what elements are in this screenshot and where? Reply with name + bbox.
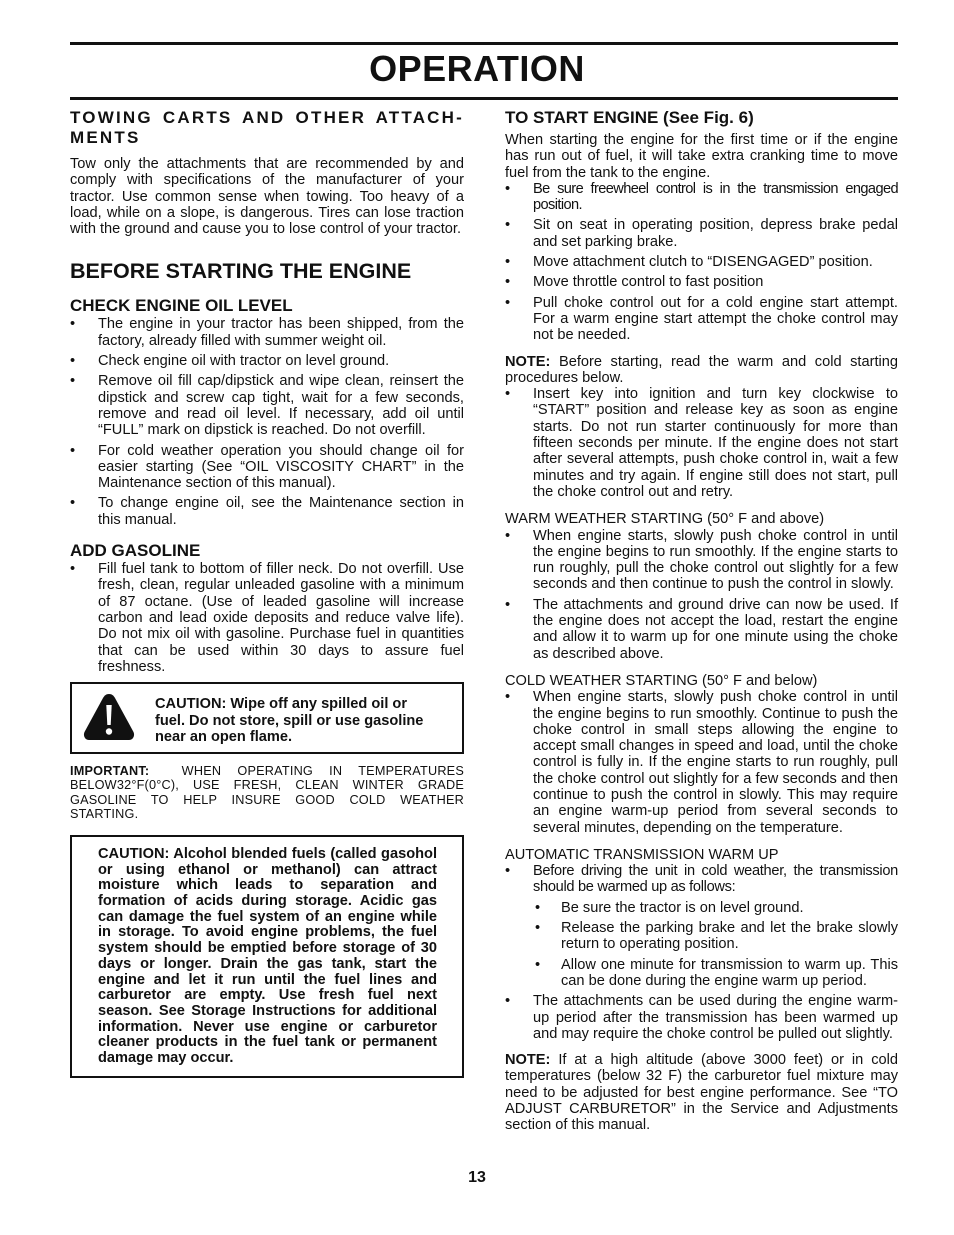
list-item: • Release the parking brake and let the brake slowly return to operating position. <box>505 920 898 953</box>
header-top-rule <box>70 42 898 45</box>
list-item: • For cold weather operation you should change oil for easier starting (See “OIL VISCOSITY CHART” in the Maintenance section of this manual). <box>70 443 464 492</box>
key-list <box>505 386 898 500</box>
start-engine-list <box>505 181 898 344</box>
auto-trans-sub-list <box>505 900 898 989</box>
list-item: • The attachments can be used during the engine warm-up period after the transmission has been warmed up and may require the choke control be pulled out slightly. <box>505 993 898 1042</box>
add-gasoline-list <box>70 561 464 675</box>
before-starting-heading: BEFORE STARTING THE ENGINE <box>70 259 412 284</box>
auto-trans-lead: • Before driving the unit in cold weather, the transmission should be warmed up as follows: <box>533 863 898 896</box>
list-item: • Move attachment clutch to “DISENGAGED” position. <box>505 254 898 270</box>
caution-box-spill <box>70 682 464 754</box>
warm-weather-list <box>505 528 898 662</box>
important-label: IMPORTANT: <box>70 764 150 779</box>
towing-heading: TOWING CARTS AND OTHER ATTACH-MENTS <box>70 108 464 147</box>
warning-triangle-icon <box>82 692 136 742</box>
list-item: • The attachments and ground drive can now be used. If the engine does not accept the load, restart the engine and allow it to warm up for one minute using the choke as described above. <box>505 597 898 662</box>
auto-trans-list <box>505 863 898 896</box>
list-item: • Sit on seat in operating position, depress brake pedal and set parking brake. <box>505 217 898 250</box>
check-oil-list <box>70 316 464 528</box>
list-item: • Allow one minute for transmission to warm up. This can be done during the engine warm up period. <box>505 957 898 990</box>
note-starting <box>505 354 898 387</box>
list-item: • The engine in your tractor has been shipped, from the factory, already filled with summer weight oil. <box>70 316 464 349</box>
left-column <box>70 108 464 1078</box>
caution-text: CAUTION: Wipe off any spilled oil or fuel. Do not store, spill or use gasoline near an open flame. <box>155 696 424 746</box>
important-notice <box>70 764 464 821</box>
start-engine-intro: When starting the engine for the first time or if the engine has run out of fuel, it will take extra cranking time to move fuel from the tank to the engine. <box>505 132 898 181</box>
note-altitude <box>505 1052 898 1133</box>
auto-trans-heading: AUTOMATIC TRANSMISSION WARM UP <box>505 846 779 863</box>
list-item: • Move throttle control to fast position <box>505 274 898 290</box>
page-number: 13 <box>468 1169 486 1186</box>
important-text: WHEN OPERATING IN TEMPERATURES BELOW32°F(0°C), USE FRESH, CLEAN WINTER GRADE GASOLINE TO HELP INSURE GOOD COLD WEATHER STARTING. <box>70 764 465 821</box>
check-oil-heading: CHECK ENGINE OIL LEVEL <box>70 296 293 316</box>
list-item: • Check engine oil with tractor on level ground. <box>70 353 464 369</box>
list-item: • When engine starts, slowly push choke control in until the engine begins to run smoothly. Continue to push the choke control in small steps allowing the engine to accept small changes in speed and load, until the choke control is fully in. If the engine starts to run roughly, pull the choke control out slightly for a few seconds and then continue to push the control in slowly. This may require an engine warm-up period from several seconds to several minutes, depending on the temperature. <box>505 689 898 836</box>
right-column <box>505 108 898 1134</box>
caution-text: CAUTION: Alcohol blended fuels (called gasohol or using ethanol or methanol) can attract moisture which leads to separation and formation of acids during storage. Acidic gas can damage the fuel system of an engine while in storage. To avoid engine problems, the fuel system should be emptied before storage of 30 days or longer. Drain the gas tank, start the engine and let it run until the fuel lines and carburetor are empty. Use fresh fuel next season. See Storage Instructions for additional information. Never use engine or carburetor cleaner products in the fuel tank or permanent damage may occur. <box>98 845 437 1067</box>
list-item <box>505 863 898 896</box>
note-text: If at a high altitude (above 3000 feet) or in cold temperatures (below 32 F) the carburetor fuel mixture may need to be adjusted for best engine performance. See “TO ADJUST CARBURETOR” in the Service and Adjustments section of this manual. <box>505 1052 898 1134</box>
auto-trans-last-list <box>505 993 898 1042</box>
warm-weather-heading: WARM WEATHER STARTING (50° F and above) <box>505 511 825 528</box>
towing-body: Tow only the attachments that are recommended by and comply with specifications of the manufacturer of your tractor. Use common sense when towing. Too heavy of a load, while on a slope, is dangerous. Tires can lose traction with the ground and cause you to lose control of your tractor. <box>70 156 464 238</box>
list-item: • Pull choke control out for a cold engine start attempt. For a warm engine start attempt the choke control may not be needed. <box>505 295 898 344</box>
note-label: NOTE: <box>505 353 551 370</box>
header-bottom-rule <box>70 97 898 100</box>
add-gasoline-heading: ADD GASOLINE <box>70 541 201 561</box>
note-label: NOTE: <box>505 1052 551 1069</box>
caution-box-alcohol <box>70 835 464 1078</box>
list-item: • Fill fuel tank to bottom of filler neck. Do not overfill. Use fresh, clean, regular unleaded gasoline with a minimum of 87 octane. (Use of leaded gasoline will increase carbon and lead oxide deposits and reduce valve life). Do not mix oil with gasoline. Purchase fuel in quantities that can be used within 30 days to assure fuel freshness. <box>70 561 464 675</box>
page-title: OPERATION <box>369 48 585 89</box>
list-item: • Remove oil fill cap/dipstick and wipe clean, reinsert the dipstick and screw cap tight, wait for a few seconds, remove and read oil level. If necessary, add oil until “FULL” mark on dipstick is reached. Do not overfill. <box>70 373 464 438</box>
list-item: • Be sure the tractor is on level ground. <box>505 900 898 916</box>
start-engine-heading: TO START ENGINE (See Fig. 6) <box>505 108 754 127</box>
list-item: • When engine starts, slowly push choke control in until the engine begins to run smoothly. If the engine starts to run roughly, pull the choke control out slightly for a few seconds and then continue to push the control in slowly. <box>505 528 898 593</box>
list-item: • Be sure freewheel control is in the transmission engaged position. <box>505 181 898 214</box>
list-item: • Insert key into ignition and turn key clockwise to “START” position and release key as soon as engine starts. Do not run starter continuously for more than fifteen seconds per minute. If the engine does not start after several attempts, push choke control in, wait a few minutes and try again. If engine still does not start, pull the choke control out and retry. <box>505 386 898 500</box>
list-item: • To change engine oil, see the Maintenance section in this manual. <box>70 495 464 528</box>
cold-weather-list <box>505 689 898 836</box>
cold-weather-heading: COLD WEATHER STARTING (50° F and below) <box>505 672 818 689</box>
note-text: Before starting, read the warm and cold starting procedures below. <box>505 353 898 386</box>
